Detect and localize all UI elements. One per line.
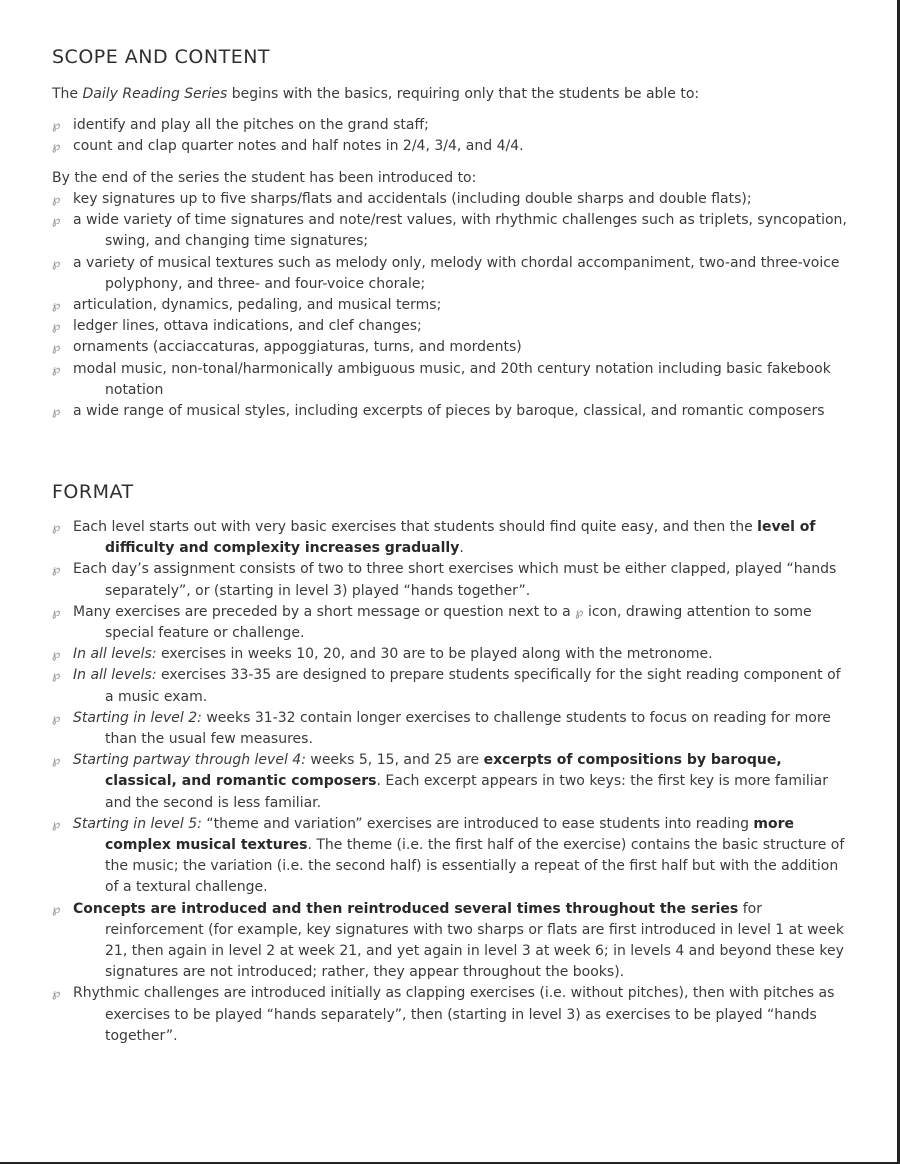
list-item: ℘ count and clap quarter notes and half notes in 2/4, 3/4, and 4/4. bbox=[52, 136, 852, 157]
note-icon: ℘ bbox=[52, 901, 61, 916]
list-item: ℘ Starting in level 2: weeks 31-32 contain longer exercises to challenge students to focus on reading for more than the usual few measures. bbox=[52, 709, 831, 748]
note-icon: ℘ bbox=[52, 319, 61, 334]
list-item: ℘ Many exercises are preceded by a short message or question next to a ℘ icon, drawing attention to some special feature or challenge. bbox=[52, 603, 812, 642]
list-item: ℘ Starting partway through level 4: weeks 5, 15, and 25 are excerpts of compositions by baroque, classical, and romantic composers. Each excerpt appears in two keys: the first key is more familiar and the second is less familiar. bbox=[52, 752, 828, 811]
list-item: ℘ a variety of musical textures such as melody only, melody with chordal accompaniment, two-and three-voice polyphony, and three- and four-voice chorale; bbox=[52, 254, 840, 292]
series-title: Daily Reading Series bbox=[82, 86, 228, 102]
note-icon: ℘ bbox=[52, 139, 61, 154]
note-icon: ℘ bbox=[52, 647, 61, 662]
note-icon: ℘ bbox=[52, 710, 61, 725]
basics-list bbox=[52, 115, 852, 157]
list-item: ℘ Concepts are introduced and then reintroduced several times throughout the series for reinforcement (for example, key signatures with two sharps or flats are first introduced in level 1 at week 21, then again in level 2 at week 21, and yet again in level 3 at week 6; in levels 4 and beyond these key signatures are not introduced; rather, they appear throughout the books). bbox=[52, 900, 844, 981]
format-list bbox=[52, 517, 852, 1047]
list-item: ℘ Starting in level 5: “theme and variation” exercises are introduced to ease students into reading more complex musical textures. The theme (i.e. the first half of the exercise) contains the basic structure of the music; the variation (i.e. the second half) is essentially a repeat of the first half but with the addition of a textural challenge. bbox=[52, 815, 845, 896]
note-icon: ℘ bbox=[52, 192, 61, 206]
list-item: ℘ modal music, non-tonal/harmonically ambiguous music, and 20th century notation including basic fakebook notation bbox=[52, 360, 831, 398]
note-icon: ℘ bbox=[52, 986, 61, 1001]
list-item: ℘ Rhythmic challenges are introduced initially as clapping exercises (i.e. without pitches), then with pitches as exercises to be played “hands separately”, then (starting in level 3) as exercises to be played “hands together”. bbox=[52, 985, 835, 1044]
list-item: ℘ a wide range of musical styles, including excerpts of pieces by baroque, classical, and romantic composers bbox=[52, 401, 852, 422]
scope-heading: SCOPE AND CONTENT bbox=[52, 46, 271, 68]
list-item: ℘ Each level starts out with very basic exercises that students should find quite easy, and then the level of difficulty and complexity increases gradually. bbox=[52, 519, 816, 557]
list-item: ℘ a wide variety of time signatures and note/rest values, with rhythmic challenges such as triplets, syncopation, swing, and changing time signatures; bbox=[52, 212, 847, 250]
list-item: ℘ key signatures up to five sharps/flats and accidentals (including double sharps and double flats); bbox=[52, 189, 852, 210]
list-item: ℘ In all levels: exercises in weeks 10, 20, and 30 are to be played along with the metronome. bbox=[52, 644, 852, 665]
note-icon: ℘ bbox=[52, 213, 61, 228]
scope-intro: The Daily Reading Series begins with the basics, requiring only that the students be able to: bbox=[52, 86, 700, 102]
list-item: ℘ Each day’s assignment consists of two to three short exercises which must be either clapped, played “hands separately”, or (starting in level 3) played “hands together”. bbox=[52, 561, 837, 599]
note-icon: ℘ bbox=[52, 668, 61, 683]
note-icon: ℘ bbox=[52, 604, 61, 619]
note-icon: ℘ bbox=[52, 255, 61, 270]
note-icon: ℘ bbox=[52, 520, 61, 534]
list-item: ℘ articulation, dynamics, pedaling, and musical terms; bbox=[52, 295, 852, 316]
list-item: ℘ In all levels: exercises 33-35 are designed to prepare students specifically for the sight reading component of a music exam. bbox=[52, 667, 841, 705]
note-icon: ℘ bbox=[52, 340, 61, 355]
topics-list bbox=[52, 189, 852, 422]
list-item: ℘ ornaments (acciaccaturas, appoggiaturas, turns, and mordents) bbox=[52, 337, 852, 358]
note-icon: ℘ bbox=[52, 361, 61, 376]
note-icon: ℘ bbox=[52, 753, 61, 768]
end-intro: By the end of the series the student has been introduced to: bbox=[52, 170, 477, 186]
note-icon: ℘ bbox=[52, 298, 61, 313]
note-icon: ℘ bbox=[52, 562, 61, 577]
list-item: ℘ ledger lines, ottava indications, and clef changes; bbox=[52, 316, 852, 337]
list-item: ℘ identify and play all the pitches on the grand staff; bbox=[52, 115, 852, 136]
note-icon: ℘ bbox=[52, 118, 61, 132]
note-icon: ℘ bbox=[52, 404, 61, 419]
format-heading: FORMAT bbox=[52, 481, 134, 503]
inline-note-icon: ℘ bbox=[575, 604, 584, 619]
note-icon: ℘ bbox=[52, 816, 61, 831]
